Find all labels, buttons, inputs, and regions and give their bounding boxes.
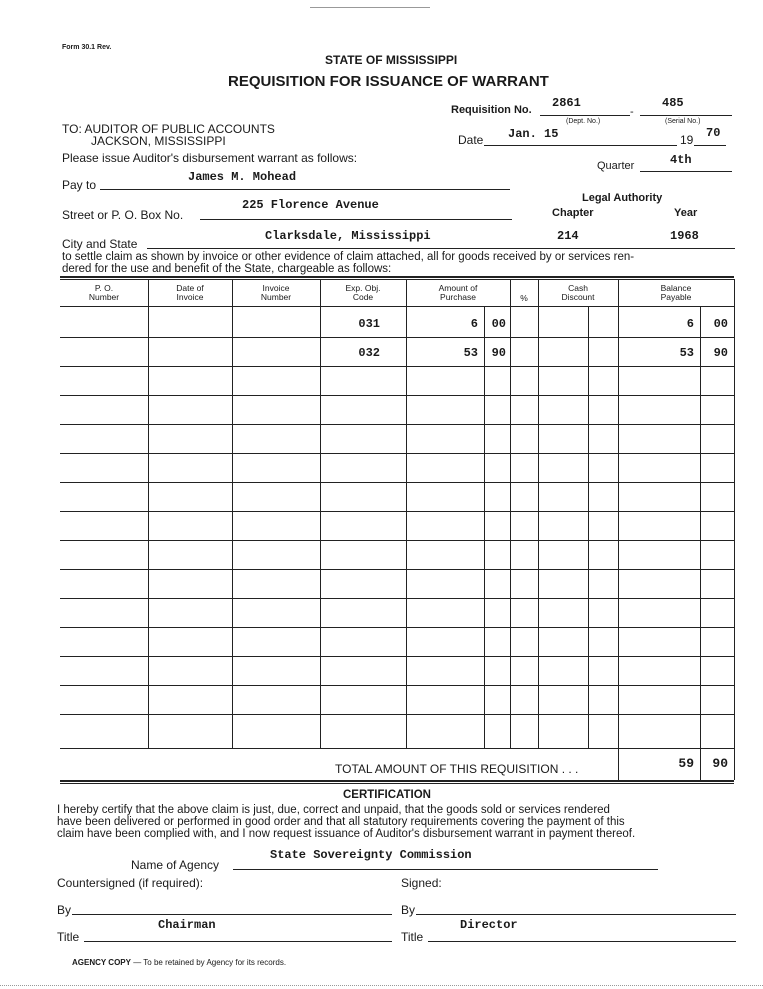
to-line-2: JACKSON, MISSISSIPPI	[91, 134, 226, 148]
certification-line-1: I hereby certify that the above claim is just, due, correct and unpaid, that the goods sold or services rendered	[57, 804, 610, 816]
dept-no-value: 2861	[552, 96, 581, 110]
header-cash-discount: Cash Discount	[561, 283, 595, 302]
header-balance-payable: Balance Payable	[660, 283, 692, 302]
title-label-left: Title	[57, 930, 80, 944]
city-line	[147, 248, 735, 249]
row-balance-dollars: 53	[679, 346, 694, 360]
certification-heading: CERTIFICATION	[343, 789, 431, 801]
total-dollars: 59	[678, 756, 694, 771]
row-amount-cents: 90	[491, 346, 506, 360]
title-line-right	[428, 941, 736, 942]
serial-no-line	[640, 115, 732, 116]
agency-copy-label: AGENCY COPY	[72, 958, 131, 967]
year-prefix: 19	[680, 133, 694, 147]
year-value: 70	[706, 126, 721, 140]
by-line-left	[72, 914, 392, 915]
title-right-value: Director	[460, 918, 518, 932]
total-cents: 90	[712, 756, 728, 771]
street-label: Street or P. O. Box No.	[62, 208, 184, 222]
dept-no-caption: (Dept. No.)	[566, 118, 601, 125]
city-label: City and State	[62, 237, 138, 251]
chapter-label: Chapter	[552, 207, 594, 219]
certification-line-3: claim have been complied with, and I now request issuance of Auditor's disbursement warrant in payment thereof.	[57, 828, 636, 840]
to-line-1: TO: AUDITOR OF PUBLIC ACCOUNTS	[62, 122, 275, 136]
header-invoice-number: Invoice Number	[260, 283, 292, 302]
by-label-right: By	[401, 903, 416, 917]
date-label: Date	[458, 133, 484, 147]
row-balance-dollars: 6	[686, 317, 694, 331]
chapter-value: 214	[557, 229, 579, 243]
total-label: TOTAL AMOUNT OF THIS REQUISITION . . .	[335, 762, 579, 776]
title-left-value: Chairman	[158, 918, 216, 932]
agency-line	[233, 869, 658, 870]
by-line-right	[416, 914, 736, 915]
pay-to-label: Pay to	[62, 178, 97, 192]
title-line-left	[84, 941, 392, 942]
legal-year-label: Year	[674, 207, 698, 219]
legal-authority-label: Legal Authority	[582, 192, 663, 204]
header-po-number: P. O. Number	[88, 283, 120, 302]
countersigned-label: Countersigned (if required):	[57, 876, 204, 890]
year-line	[694, 145, 726, 146]
agency-copy-note: — To be retained by Agency for its records.	[133, 958, 287, 967]
bottom-edge	[0, 985, 763, 986]
agency-label: Name of Agency	[131, 858, 220, 872]
requisition-label: Requisition No.	[451, 104, 532, 116]
agency-copy-footer	[72, 958, 286, 967]
serial-no-value: 485	[662, 96, 684, 110]
date-line	[484, 145, 677, 146]
settle-text-2: dered for the use and benefit of the State, chargeable as follows:	[62, 263, 392, 275]
quarter-label: Quarter	[597, 160, 635, 172]
state-heading: STATE OF MISSISSIPPI	[325, 53, 458, 67]
dept-no-line	[540, 115, 630, 116]
header-percent: %	[520, 293, 528, 303]
title-label-right: Title	[401, 930, 424, 944]
signed-label: Signed:	[401, 876, 442, 890]
by-label-left: By	[57, 903, 72, 917]
row-exp-code: 032	[358, 346, 380, 360]
pay-to-value: James M. Mohead	[188, 170, 297, 184]
header-amount-of-purchase: Amount of Purchase	[438, 283, 478, 302]
header-date-of-invoice: Date of Invoice	[176, 283, 204, 302]
certification-line-2: have been delivered or performed in good order and that all statutory requirements covering the payment of this	[57, 816, 625, 828]
quarter-value: 4th	[670, 153, 692, 167]
street-line	[200, 219, 512, 220]
date-value: Jan. 15	[508, 127, 559, 141]
row-amount-dollars: 53	[463, 346, 478, 360]
pay-to-line	[100, 189, 510, 190]
page-title: REQUISITION FOR ISSUANCE OF WARRANT	[228, 73, 549, 90]
form-number: Form 30.1 Rev.	[62, 44, 112, 51]
quarter-line	[640, 171, 732, 172]
header-exp-obj-code: Exp. Obj. Code	[345, 283, 381, 302]
settle-text-1: to settle claim as shown by invoice or other evidence of claim attached, all for goods received by or services ren-	[62, 251, 635, 263]
row-amount-cents: 00	[491, 317, 506, 331]
scan-mark	[310, 7, 430, 8]
row-amount-dollars: 6	[470, 317, 478, 331]
row-balance-cents: 00	[713, 317, 728, 331]
street-value: 225 Florence Avenue	[242, 198, 379, 212]
serial-no-caption: (Serial No.)	[665, 118, 701, 125]
legal-year-value: 1968	[670, 229, 699, 243]
row-exp-code: 031	[358, 317, 380, 331]
please-issue-text: Please issue Auditor's disbursement warrant as follows:	[62, 151, 358, 165]
row-balance-cents: 90	[713, 346, 728, 360]
agency-value: State Sovereignty Commission	[270, 848, 472, 862]
city-value: Clarksdale, Mississippi	[265, 229, 431, 243]
